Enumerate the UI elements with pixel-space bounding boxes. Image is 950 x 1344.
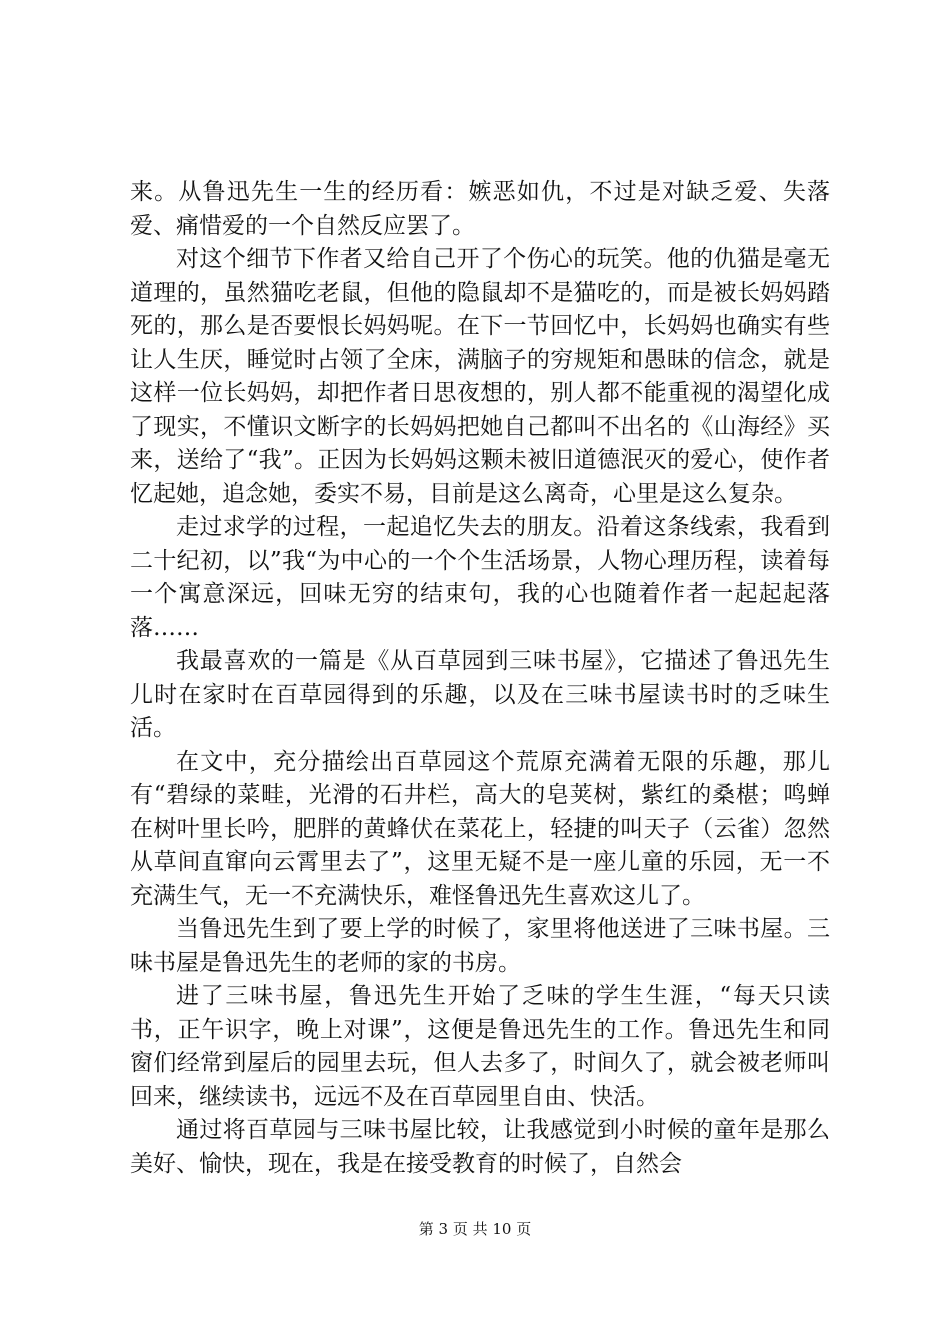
paragraph: 我最喜欢的一篇是《从百草园到三味书屋》，它描述了鲁迅先生儿时在家时在百草园得到的乐趣，以及在三味书屋读书时的乏味生活。: [130, 648, 830, 741]
paragraph: 通过将百草园与三味书屋比较，让我感觉到小时候的童年是那么美好、愉快，现在，我是在接受教育的时候了，自然会: [130, 1117, 830, 1177]
paragraph: 在文中，充分描绘出百草园这个荒原充满着无限的乐趣，那儿有“碧绿的菜畦，光滑的石井栏，高大的皂荚树，紫红的桑椹；鸣蝉在树叶里长吟，肥胖的黄蜂伏在菜花上，轻捷的叫天子（云雀）忽然从草间直窜向云霄里去了”，这里无疑不是一座儿童的乐园，无一不充满生气，无一不充满快乐，难怪鲁迅先生喜欢这儿了。: [130, 748, 830, 909]
page-footer: 第 3 页 共 10 页: [418, 1220, 532, 1238]
paragraph: 进了三味书屋，鲁迅先生开始了乏味的学生生涯，“每天只读书，正午识字，晚上对课”，这便是鲁迅先生的工作。鲁迅先生和同窗们经常到屋后的园里去玩，但人去多了，时间久了，就会被老师叫回来，继续读书，远远不及在百草园里自由、快活。: [130, 983, 830, 1110]
paragraph: 来。从鲁迅先生一生的经历看：嫉恶如仇，不过是对缺乏爱、失落爱、痛惜爱的一个自然反应罢了。: [130, 179, 830, 239]
document-body: [130, 176, 830, 1181]
paragraph: 对这个细节下作者又给自己开了个伤心的玩笑。他的仇猫是毫无道理的，虽然猫吃老鼠，但他的隐鼠却不是猫吃的，而是被长妈妈踏死的，那么是否要恨长妈妈呢。在下一节回忆中，长妈妈也确实有些让人生厌，睡觉时占领了全床，满脑子的穷规矩和愚昧的信念，就是这样一位长妈妈，却把作者日思夜想的，别人都不能重视的渴望化成了现实，不懂识文断字的长妈妈把她自己都叫不出名的《山海经》买来，送给了“我”。正因为长妈妈这颗未被旧道德泯灭的爱心，使作者忆起她，追念她，委实不易，目前是这么离奇，心里是这么复杂。: [130, 246, 830, 507]
paragraph: 当鲁迅先生到了要上学的时候了，家里将他送进了三味书屋。三味书屋是鲁迅先生的老师的家的书房。: [130, 916, 830, 976]
paragraph: 走过求学的过程，一起追忆失去的朋友。沿着这条线索，我看到二十纪初，以”我“为中心的一个个生活场景，人物心理历程，读着每一个寓意深远，回味无穷的结束句，我的心也随着作者一起起起落落……: [130, 514, 830, 641]
